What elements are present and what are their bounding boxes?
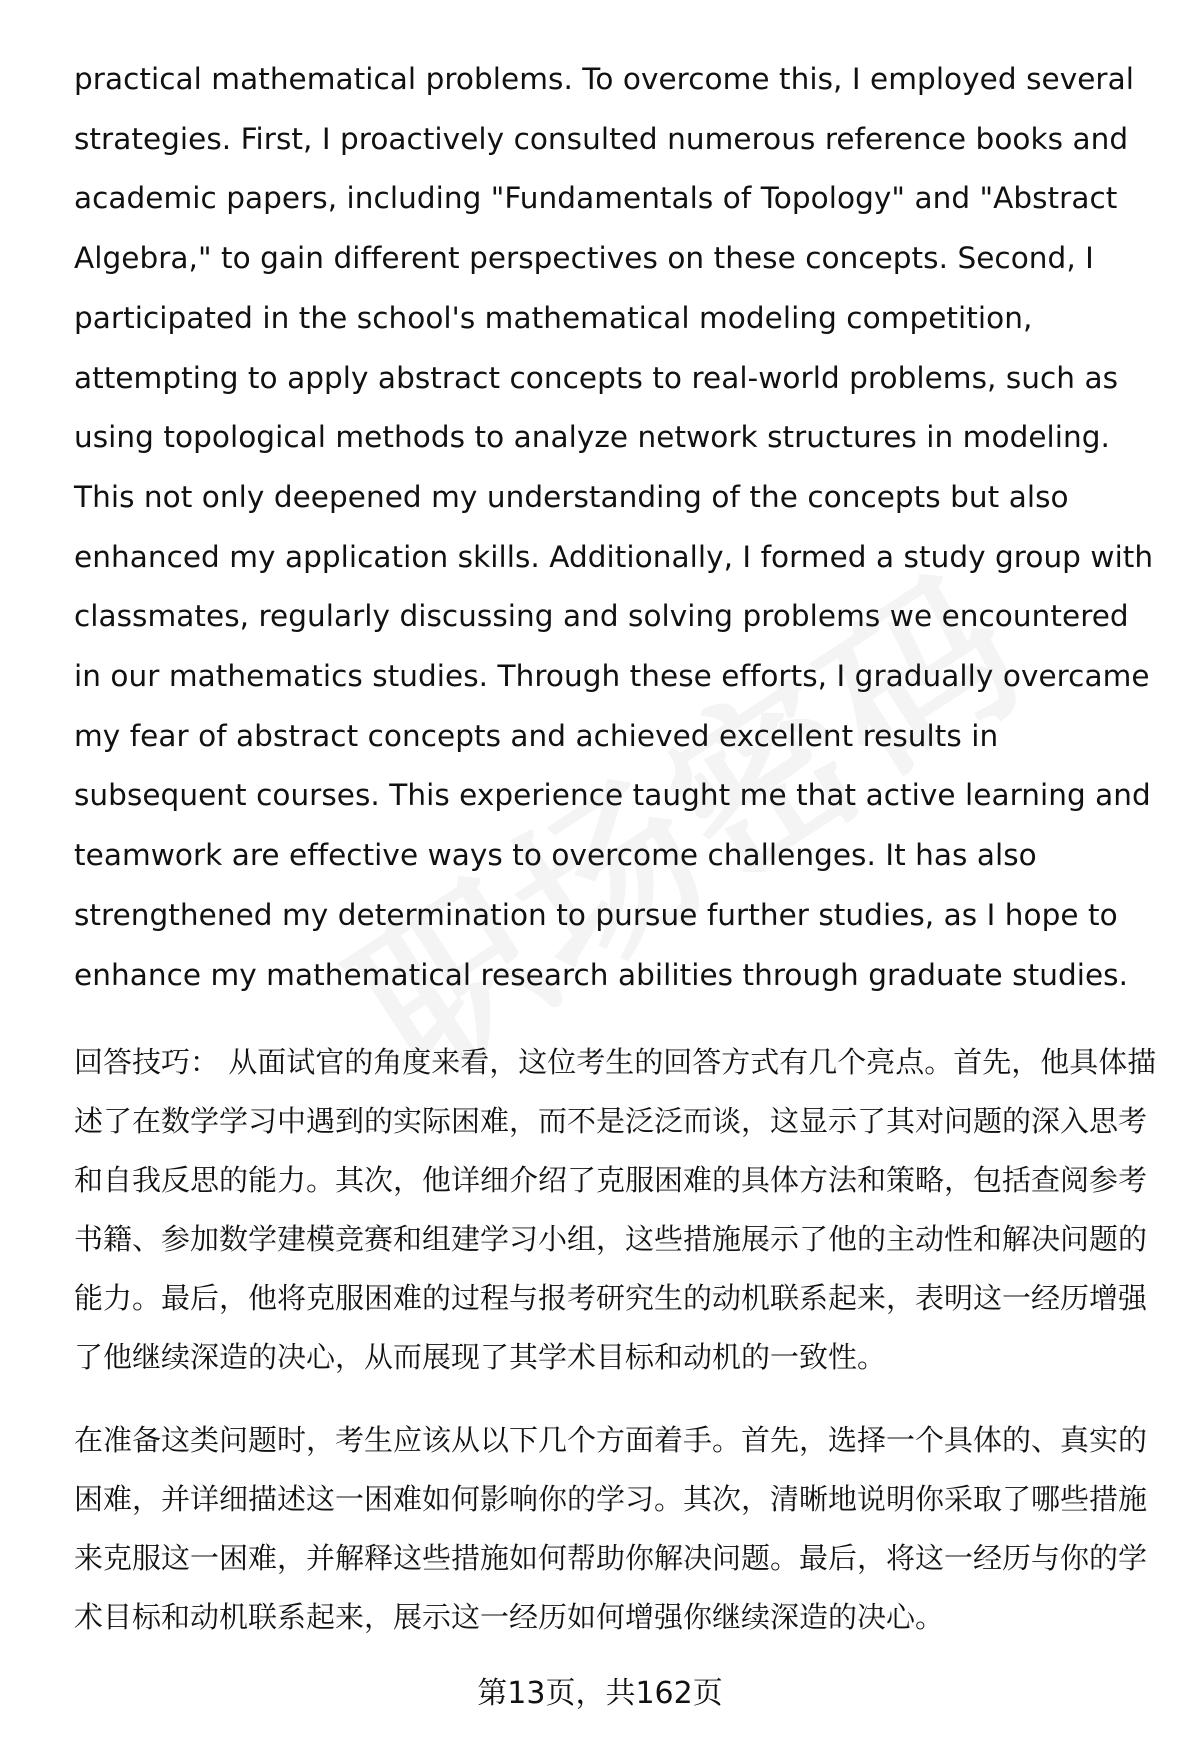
- page-content: [74, 50, 1164, 1647]
- answer-tips-paragraph: 回答技巧： 从面试官的角度来看，这位考生的回答方式有几个亮点。首先，他具体描述了在数学学习中遇到的实际困难，而不是泛泛而谈，这显示了其对问题的深入思考和自我反思的能力。其次，他详细介绍了克服困难的具体方法和策略，包括查阅参考书籍、参加数学建模竞赛和组建学习小组，这些措施展示了他的主动性和解决问题的能力。最后，他将克服困难的过程与报考研究生的动机联系起来，表明这一经历增强了他继续深造的决心，从而展现了其学术目标和动机的一致性。: [74, 1045, 1157, 1375]
- preparation-advice-paragraph: 在准备这类问题时，考生应该从以下几个方面着手。首先，选择一个具体的、真实的困难，并详细描述这一困难如何影响你的学习。其次，清晰地说明你采取了哪些措施来克服这一困难，并解释这些措施如何帮助你解决问题。最后，将这一经历与你的学术目标和动机联系起来，展示这一经历如何增强你继续深造的决心。: [74, 1423, 1148, 1635]
- answer-paragraph-english: practical mathematical problems. To overcome this, I employed several strategies. First, I proactively consulted numerous reference books and academic papers, including "Fundamentals of Topology" and "Abstract Algebra," to gain different perspectives on these concepts. Second, I participated in the school's mathematical modeling competition, attempting to apply abstract concepts to real-world problems, such as using topological methods to analyze network structures in modeling. This not only deepened my understanding of the concepts but also enhanced my application skills. Additionally, I formed a study group with classmates, regularly discussing and solving problems we encountered in our mathematics studies. Through these efforts, I gradually overcame my fear of abstract concepts and achieved excellent results in subsequent courses. This experience taught me that active learning and teamwork are effective ways to overcome challenges. It has also strengthened my determination to pursue further studies, as I hope to enhance my mathematical research abilities through graduate studies.: [74, 62, 1154, 992]
- page-number-footer: 第13页，共162页: [477, 1676, 723, 1711]
